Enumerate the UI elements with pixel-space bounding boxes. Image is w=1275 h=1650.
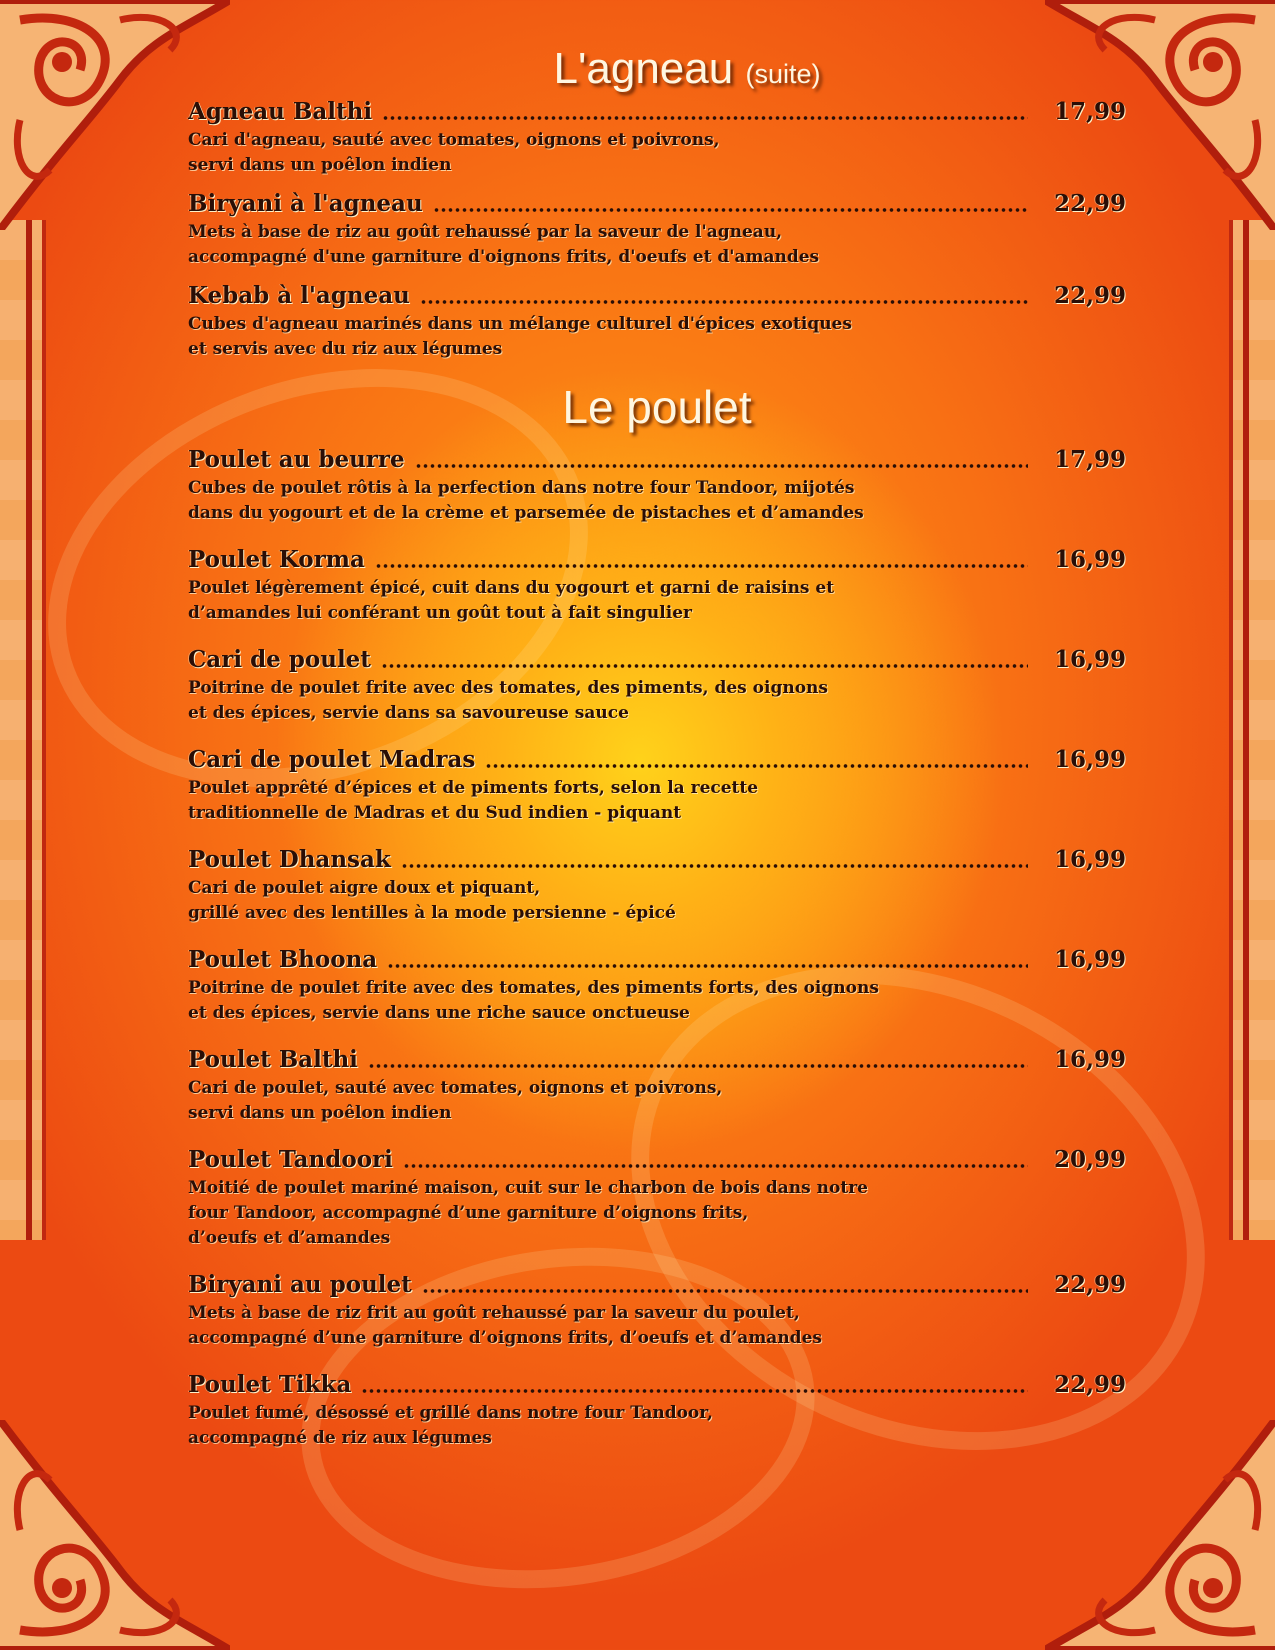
item-price: 16,99 xyxy=(1053,1046,1126,1073)
item-description: Cari d'agneau, sauté avec tomates, oignons et poivrons, xyxy=(188,130,720,150)
item-description: d’amandes lui conférant un goût tout à fait singulier xyxy=(188,603,692,623)
section-title-lamb xyxy=(188,40,1126,98)
dot-leader xyxy=(375,564,1028,568)
menu-item xyxy=(188,746,1126,826)
item-description: dans du yogourt et de la crème et parsemée de pistaches et d’amandes xyxy=(188,503,864,523)
item-description: accompagné de riz aux légumes xyxy=(188,1428,492,1448)
item-description: Poitrine de poulet frite avec des tomates, des piments forts, des oignons xyxy=(188,978,879,998)
item-price: 17,99 xyxy=(1053,98,1126,125)
section-title-chicken: Le poulet xyxy=(562,381,752,433)
menu-item xyxy=(188,98,1126,178)
item-description: et des épices, servie dans sa savoureuse sauce xyxy=(188,703,629,723)
item-description: accompagné d'une garniture d'oignons frits, d'oeufs et d'amandes xyxy=(188,247,820,267)
item-price: 22,99 xyxy=(1053,282,1126,309)
item-description: Cubes d'agneau marinés dans un mélange culturel d'épices exotiques xyxy=(188,314,852,334)
item-description: grillé avec des lentilles à la mode persienne - épicé xyxy=(188,903,676,923)
item-name: Poulet Tandoori xyxy=(188,1146,393,1173)
item-description: Mets à base de riz frit au goût rehaussé par la saveur du poulet, xyxy=(188,1303,800,1323)
dot-leader xyxy=(433,208,1028,212)
menu-item xyxy=(188,1271,1126,1351)
item-description: Cubes de poulet rôtis à la perfection dans notre four Tandoor, mijotés xyxy=(188,478,855,498)
item-name: Poulet Dhansak xyxy=(188,846,391,873)
left-border-ornament xyxy=(0,220,46,1240)
item-description: d’oeufs et d’amandes xyxy=(188,1228,391,1248)
item-name: Poulet au beurre xyxy=(188,446,405,473)
menu-item xyxy=(188,1046,1126,1126)
item-name: Biryani à l'agneau xyxy=(188,190,423,217)
item-description: traditionnelle de Madras et du Sud indien - piquant xyxy=(188,803,682,823)
menu-item xyxy=(188,846,1126,926)
item-price: 16,99 xyxy=(1053,546,1126,573)
dot-leader xyxy=(381,664,1028,668)
menu-item xyxy=(188,946,1126,1026)
item-description: Cari de poulet aigre doux et piquant, xyxy=(188,878,541,898)
item-description: servi dans un poêlon indien xyxy=(188,155,452,175)
item-description: four Tandoor, accompagné d’une garniture d’oignons frits, xyxy=(188,1203,749,1223)
item-description: accompagné d’une garniture d’oignons frits, d’oeufs et d’amandes xyxy=(188,1328,822,1348)
item-description: Moitié de poulet mariné maison, cuit sur le charbon de bois dans notre xyxy=(188,1178,868,1198)
item-description: Poulet légèrement épicé, cuit dans du yogourt et garni de raisins et xyxy=(188,578,835,598)
dot-leader xyxy=(485,764,1028,768)
item-name: Poulet Bhoona xyxy=(188,946,378,973)
item-name: Poulet Tikka xyxy=(188,1371,352,1398)
item-price: 16,99 xyxy=(1053,846,1126,873)
item-name: Kebab à l'agneau xyxy=(188,282,410,309)
item-description: Poulet apprêté d’épices et de piments forts, selon la recette xyxy=(188,778,759,798)
dot-leader xyxy=(401,864,1028,868)
item-price: 22,99 xyxy=(1053,1271,1126,1298)
menu-item xyxy=(188,446,1126,526)
item-price: 20,99 xyxy=(1053,1146,1126,1173)
item-price: 17,99 xyxy=(1053,446,1126,473)
item-description: Poitrine de poulet frite avec des tomates, des piments, des oignons xyxy=(188,678,828,698)
item-description: Mets à base de riz au goût rehaussé par la saveur de l'agneau, xyxy=(188,222,783,242)
section-title-suffix: (suite) xyxy=(745,59,821,89)
dot-leader xyxy=(382,116,1028,120)
item-name: Agneau Balthi xyxy=(188,98,373,125)
item-description: servi dans un poêlon indien xyxy=(188,1103,452,1123)
menu-item xyxy=(188,282,1126,362)
item-price: 22,99 xyxy=(1053,1371,1126,1398)
right-border-ornament xyxy=(1229,220,1275,1240)
item-name: Poulet Korma xyxy=(188,546,365,573)
dot-leader xyxy=(415,464,1028,468)
item-price: 16,99 xyxy=(1053,646,1126,673)
dot-leader xyxy=(422,1289,1028,1293)
menu-item xyxy=(188,190,1126,270)
item-price: 22,99 xyxy=(1053,190,1126,217)
menu-item xyxy=(188,646,1126,726)
dot-leader xyxy=(361,1389,1028,1393)
item-name: Cari de poulet Madras xyxy=(188,746,476,773)
item-description: et servis avec du riz aux légumes xyxy=(188,339,503,359)
menu-item xyxy=(188,546,1126,626)
menu-item xyxy=(188,1146,1126,1251)
menu-page xyxy=(188,40,1126,1451)
dot-leader xyxy=(368,1064,1028,1068)
item-name: Biryani au poulet xyxy=(188,1271,412,1298)
item-description: et des épices, servie dans une riche sauce onctueuse xyxy=(188,1003,690,1023)
item-name: Cari de poulet xyxy=(188,646,371,673)
item-description: Poulet fumé, désossé et grillé dans notre four Tandoor, xyxy=(188,1403,713,1423)
dot-leader xyxy=(403,1164,1028,1168)
corner-ornament-icon xyxy=(1045,1420,1275,1650)
corner-ornament-icon xyxy=(0,1420,230,1650)
dot-leader xyxy=(387,964,1028,968)
item-price: 16,99 xyxy=(1053,746,1126,773)
dot-leader xyxy=(420,300,1028,304)
section-title-text: L'agneau xyxy=(553,44,734,93)
item-price: 16,99 xyxy=(1053,946,1126,973)
item-name: Poulet Balthi xyxy=(188,1046,358,1073)
menu-item xyxy=(188,1371,1126,1451)
item-description: Cari de poulet, sauté avec tomates, oignons et poivrons, xyxy=(188,1078,723,1098)
